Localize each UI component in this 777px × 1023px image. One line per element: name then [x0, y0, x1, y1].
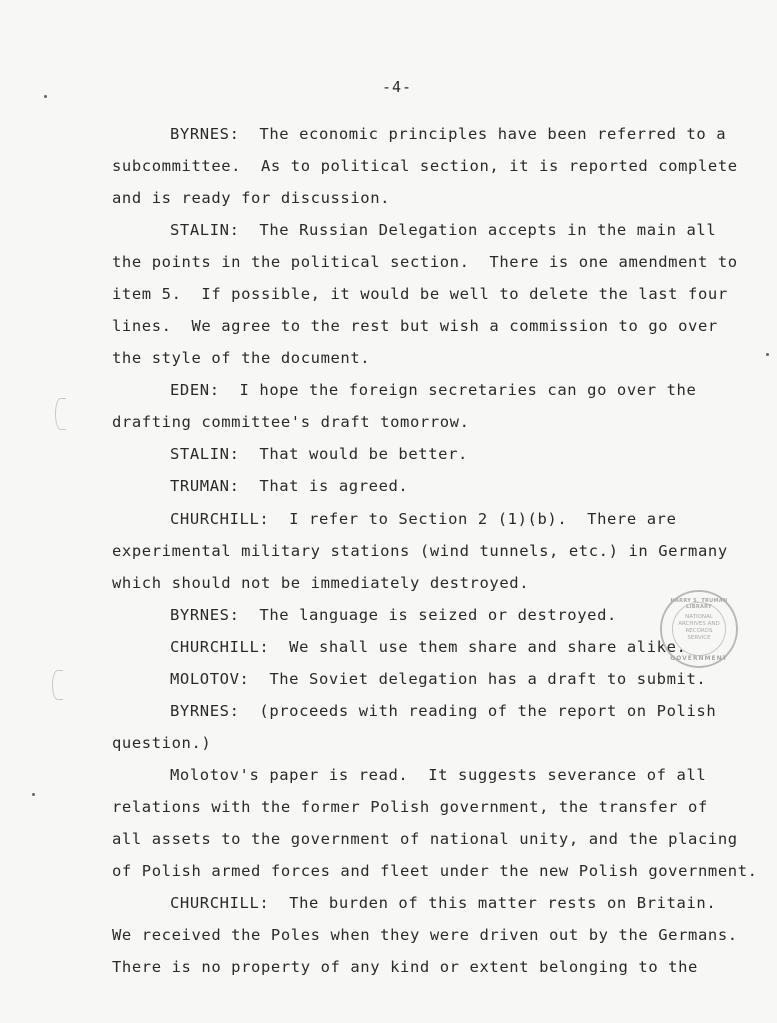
text-line: item 5. If possible, it would be well to delete the last four	[112, 285, 728, 303]
text-line: There is no property of any kind or extent belonging to the	[112, 958, 698, 976]
text-line: Molotov's paper is read. It suggests severance of all	[170, 766, 707, 784]
text-line: lines. We agree to the rest but wish a commission to go over	[112, 317, 718, 335]
text-line: MOLOTOV: The Soviet delegation has a draft to submit.	[170, 670, 707, 688]
text-line: EDEN: I hope the foreign secretaries can go over the	[170, 381, 697, 399]
text-line: STALIN: The Russian Delegation accepts in the main all	[170, 221, 717, 239]
text-line: experimental military stations (wind tunnels, etc.) in Germany	[112, 542, 728, 560]
stamp-bottom-text: GOVERNMENT	[670, 655, 728, 662]
stamp-top-text: HARRY S. TRUMAN LIBRARY	[670, 598, 728, 610]
text-line: and is ready for discussion.	[112, 189, 391, 207]
archive-stamp	[660, 590, 738, 668]
stamp-middle-line: ARCHIVES AND	[678, 621, 720, 627]
text-line: BYRNES: (proceeds with reading of the report on Polish	[170, 702, 717, 720]
speck	[44, 95, 47, 98]
text-line: which should not be immediately destroyed.	[112, 574, 530, 592]
text-line: BYRNES: The economic principles have been referred to a	[170, 125, 727, 143]
speck	[766, 353, 769, 356]
text-line: subcommittee. As to political section, it is reported complete	[112, 157, 738, 175]
text-line: all assets to the government of national unity, and the placing	[112, 830, 738, 848]
scan-mark	[52, 670, 63, 700]
text-line: the style of the document.	[112, 349, 371, 367]
stamp-middle-text	[662, 614, 736, 642]
speck	[32, 793, 35, 796]
text-line: of Polish armed forces and fleet under the new Polish government.	[112, 862, 758, 880]
scan-mark	[55, 398, 66, 430]
page-number: -4-	[382, 78, 413, 96]
text-line: TRUMAN: That is agreed.	[170, 477, 409, 495]
text-line: relations with the former Polish government, the transfer of	[112, 798, 708, 816]
text-line: BYRNES: The language is seized or destroyed.	[170, 606, 617, 624]
text-line: the points in the political section. There is one amendment to	[112, 253, 738, 271]
stamp-middle-line: RECORDS	[685, 628, 713, 634]
text-line: CHURCHILL: We shall use them share and share alike.	[170, 638, 687, 656]
stamp-middle-line: SERVICE	[687, 635, 711, 641]
text-line: CHURCHILL: The burden of this matter rests on Britain.	[170, 894, 717, 912]
text-line: CHURCHILL: I refer to Section 2 (1)(b). There are	[170, 510, 677, 528]
text-line: STALIN: That would be better.	[170, 445, 468, 463]
text-line: drafting committee's draft tomorrow.	[112, 413, 470, 431]
stamp-middle-line: NATIONAL	[685, 614, 713, 620]
text-line: We received the Poles when they were driven out by the Germans.	[112, 926, 738, 944]
text-line: question.)	[112, 734, 212, 752]
